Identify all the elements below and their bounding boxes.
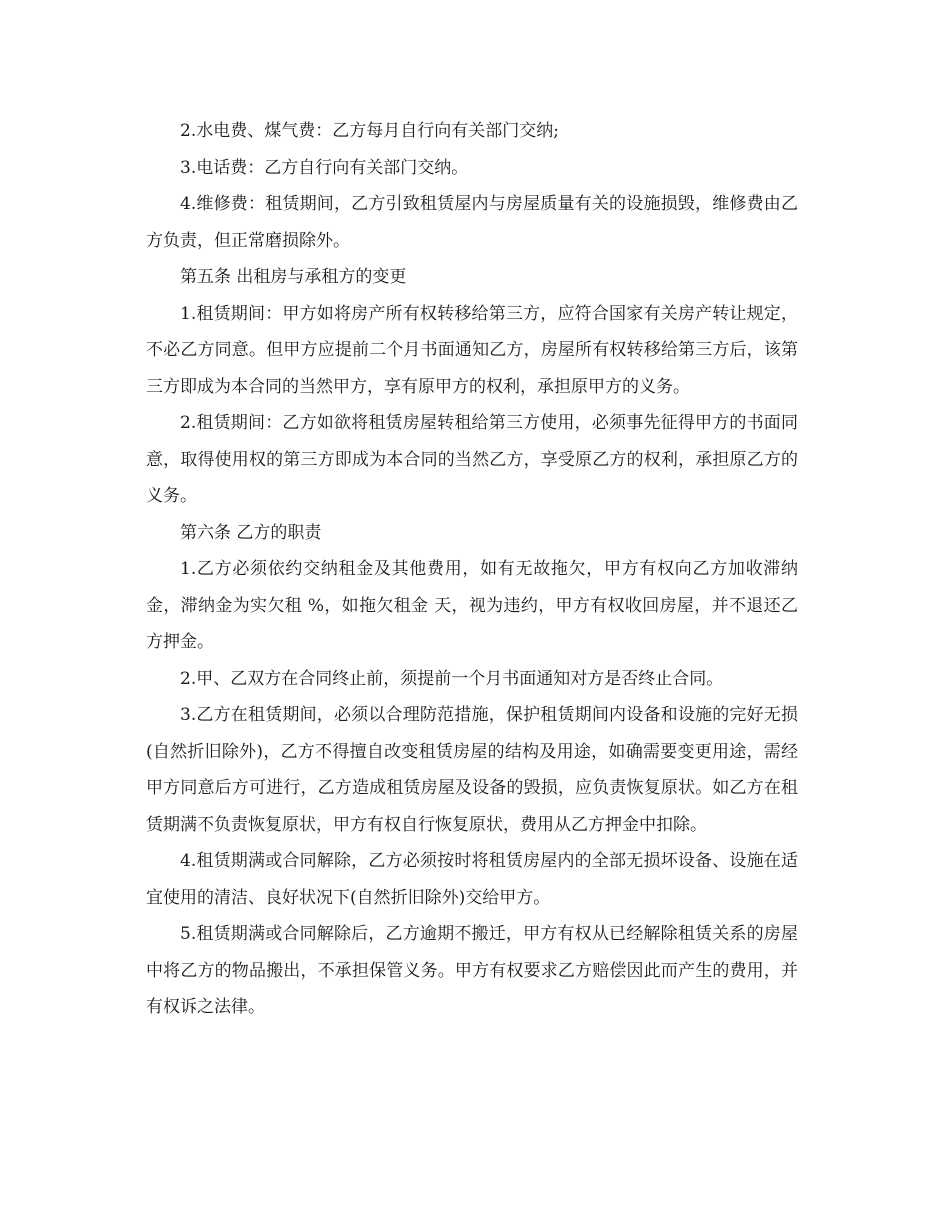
paragraph-article-6-item-1: 1.乙方必须依约交纳租金及其他费用，如有无故拖欠，甲方有权向乙方加收滞纳金，滞纳金为实欠租 %，如拖欠租金 天，视为违约，甲方有权收回房屋，并不退还乙方押金。 — [146, 559, 798, 652]
paragraph-article-6-item-5: 5.租赁期满或合同解除后，乙方逾期不搬迁，甲方有权从已经解除租赁关系的房屋中将乙方的物品搬出，不承担保管义务。甲方有权要求乙方赔偿因此而产生的费用，并有权诉之法律。 — [146, 924, 798, 1017]
section-heading-article-5: 第五条 出租房与承租方的变更 — [180, 267, 407, 287]
paragraph-phone-fees: 3.电话费：乙方自行向有关部门交纳。 — [180, 157, 469, 178]
section-heading-article-6: 第六条 乙方的职责 — [180, 522, 322, 543]
paragraph-utility-fees: 2.水电费、煤气费：乙方每月自行向有关部门交纳; — [180, 121, 559, 141]
paragraph-article-6-item-4: 4.租赁期满或合同解除，乙方必须按时将租赁房屋内的全部无损坏设备、设施在适宜使用的清洁、良好状况下(自然折旧除外)交给甲方。 — [146, 851, 798, 908]
paragraph-article-6-item-2: 2.甲、乙双方在合同终止前，须提前一个月书面通知对方是否终止合同。 — [180, 668, 724, 689]
paragraph-article-5-item-1: 1.租赁期间：甲方如将房产所有权转移给第三方，应符合国家有关房产转让规定，不必乙方同意。但甲方应提前二个月书面通知乙方，房屋所有权转移给第三方后，该第三方即成为本合同的当然甲方，享有原甲方的权利，承担原甲方的义务。 — [146, 303, 798, 397]
paragraph-article-6-item-3: 3.乙方在租赁期间，必须以合理防范措施，保护租赁期间内设备和设施的完好无损(自然折旧除外)，乙方不得擅自改变租赁房屋的结构及用途，如确需要变更用途，需经甲方同意后方可进行，乙方造成租赁房屋及设备的毁损，应负责恢复原状。如乙方在租赁期满不负责恢复原状，甲方有权自行恢复原状，费用从乙方押金中扣除。 — [146, 705, 798, 835]
paragraph-article-5-item-2: 2.租赁期间：乙方如欲将租赁房屋转租给第三方使用，必须事先征得甲方的书面同意，取得使用权的第三方即成为本合同的当然乙方，享受原乙方的权利，承担原乙方的义务。 — [146, 413, 798, 506]
document-body — [146, 113, 798, 1026]
paragraph-repair-fees: 4.维修费：租赁期间，乙方引致租赁屋内与房屋质量有关的设施损毁，维修费由乙方负责，但正常磨损除外。 — [146, 194, 798, 251]
